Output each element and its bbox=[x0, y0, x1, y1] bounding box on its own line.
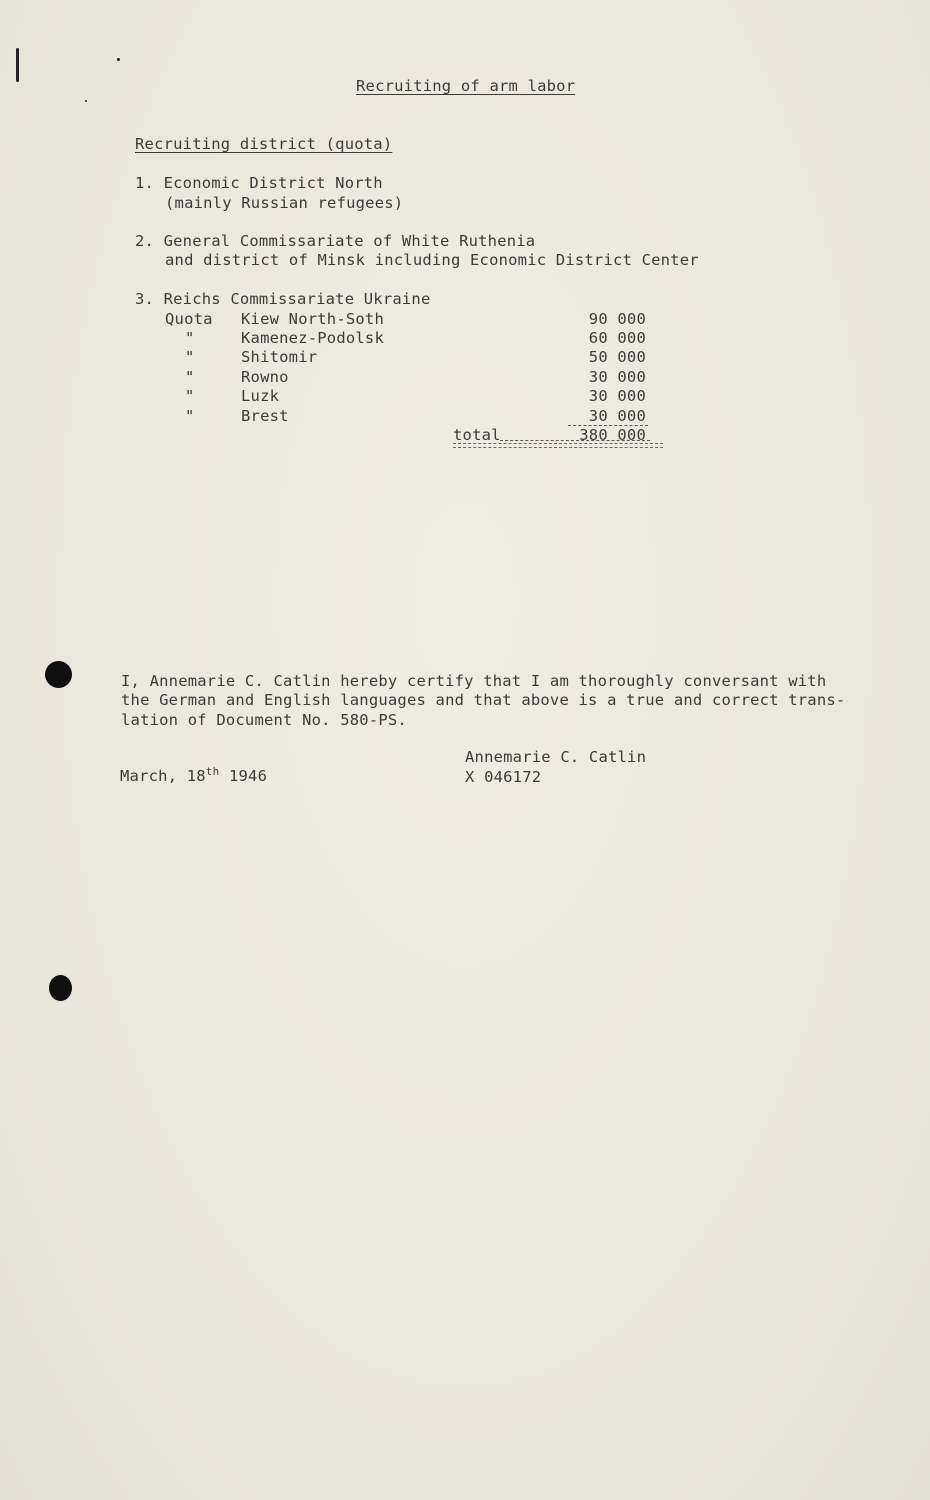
list-item-continuation: and district of Minsk including Economic District Center bbox=[165, 251, 699, 269]
list-item: 2. General Commissariate of White Ruthenia bbox=[135, 232, 536, 250]
ditto-mark: " bbox=[185, 387, 195, 405]
date-year: 1946 bbox=[219, 767, 268, 785]
document-title: Recruiting of arm labor bbox=[356, 77, 576, 95]
quota-value: 30 000 bbox=[588, 407, 646, 425]
punch-hole bbox=[45, 661, 72, 688]
ditto-mark: " bbox=[185, 407, 195, 425]
quota-place: Kiew North-Soth bbox=[241, 310, 384, 328]
date-day: March, 18 bbox=[120, 767, 206, 785]
signatory-name: Annemarie C. Catlin bbox=[465, 748, 647, 766]
certification-date bbox=[120, 764, 268, 786]
section-heading: Recruiting district (quota) bbox=[135, 135, 393, 153]
punch-hole bbox=[49, 975, 72, 1001]
quota-value: 50 000 bbox=[588, 348, 646, 366]
list-item: 3. Reichs Commissariate Ukraine bbox=[135, 290, 431, 308]
certification-line: I, Annemarie C. Catlin hereby certify that I am thoroughly conversant with bbox=[121, 672, 827, 690]
quota-value: 90 000 bbox=[588, 310, 646, 328]
quota-value: 60 000 bbox=[588, 329, 646, 347]
total-double-rule bbox=[453, 443, 663, 448]
quota-place: Brest bbox=[241, 407, 289, 425]
signatory-id: X 046172 bbox=[465, 768, 542, 786]
quota-place: Luzk bbox=[241, 387, 280, 405]
quota-place: Shitomir bbox=[241, 348, 318, 366]
ditto-mark: " bbox=[185, 329, 195, 347]
quota-value: 30 000 bbox=[588, 368, 646, 386]
certification-line: the German and English languages and that above is a true and correct trans- bbox=[121, 691, 846, 709]
quota-value: 30 000 bbox=[588, 387, 646, 405]
total-label: total bbox=[453, 426, 501, 444]
certification-line: lation of Document No. 580-PS. bbox=[121, 711, 407, 729]
margin-speck bbox=[85, 100, 87, 102]
margin-speck bbox=[117, 58, 120, 61]
quota-place: Kamenez-Podolsk bbox=[241, 329, 384, 347]
date-ordinal: th bbox=[205, 764, 220, 778]
list-item-continuation: (mainly Russian refugees) bbox=[165, 194, 404, 212]
margin-mark bbox=[16, 48, 19, 82]
total-value: 380 000 bbox=[579, 426, 646, 444]
ditto-mark: " bbox=[185, 368, 195, 386]
list-item: 1. Economic District North bbox=[135, 174, 383, 192]
quota-place: Rowno bbox=[241, 368, 289, 386]
ditto-mark: " bbox=[185, 348, 195, 366]
quota-label: Quota bbox=[165, 310, 213, 328]
